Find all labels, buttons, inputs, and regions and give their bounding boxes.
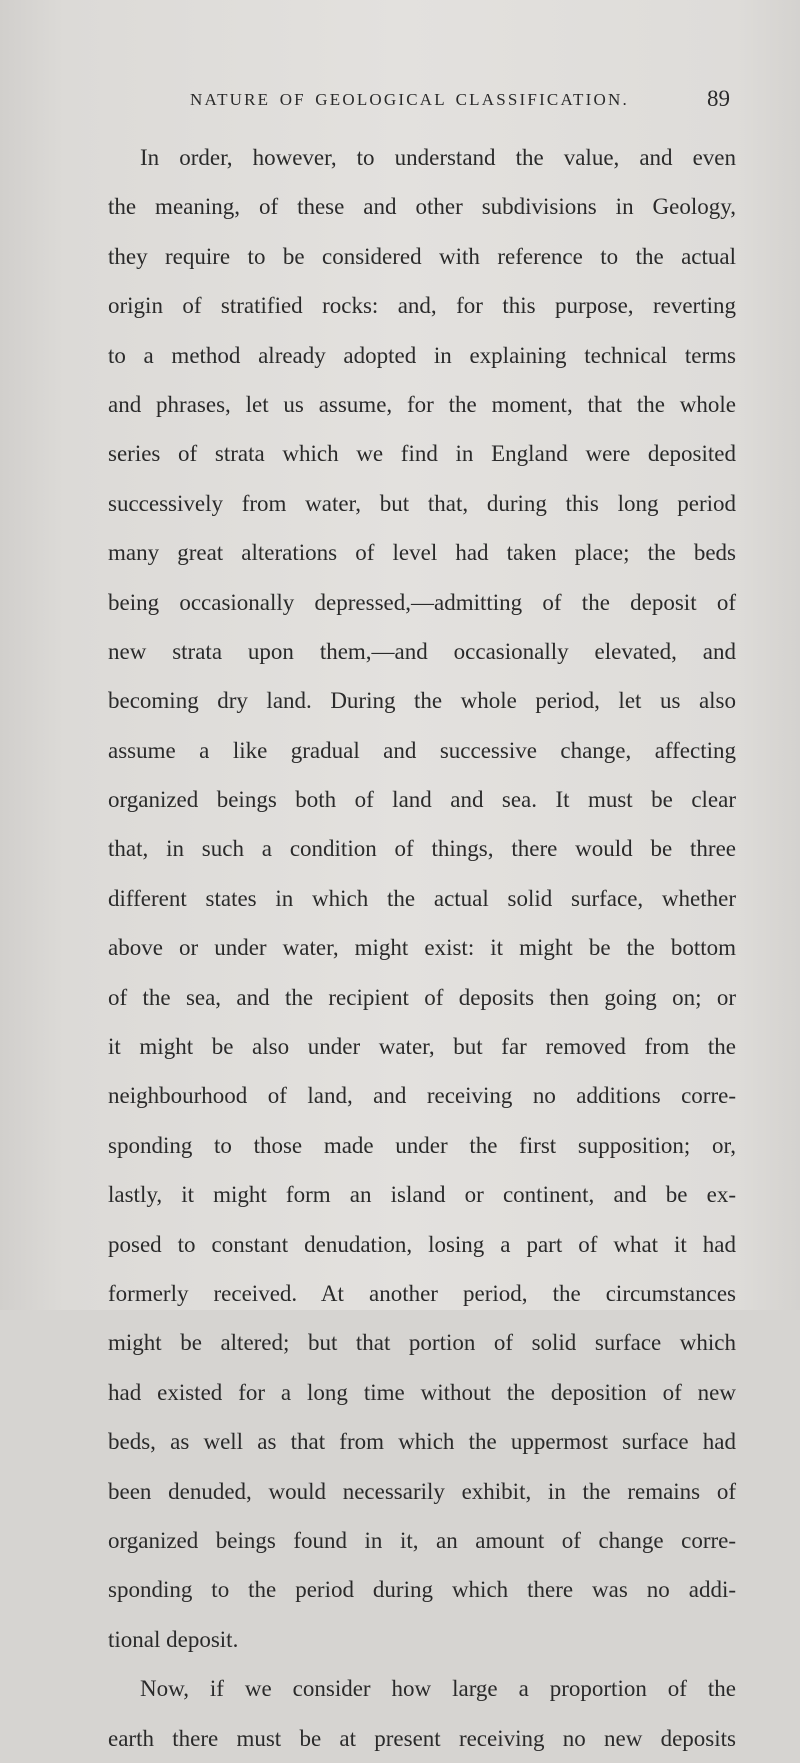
text-line: sponding to those made under the first supposition; or, bbox=[108, 1132, 736, 1158]
text-line: the meaning, of these and other subdivisions in Geology, bbox=[108, 194, 736, 220]
text-line: Now, if we consider how large a proportion of the bbox=[140, 1676, 736, 1702]
text-line: In order, however, to understand the value, and even bbox=[140, 145, 736, 170]
text-line: origin of stratified rocks: and, for this purpose, reverting bbox=[108, 293, 736, 319]
body-text bbox=[108, 133, 736, 1763]
text-line: they require to be considered with reference to the actual bbox=[108, 243, 736, 269]
text-line: lastly, it might form an island or continent, and be ex- bbox=[108, 1182, 736, 1208]
text-line: above or under water, might exist: it might be the bottom bbox=[108, 935, 736, 961]
text-line: assume a like gradual and successive change, affecting bbox=[108, 737, 736, 763]
text-line: beds, as well as that from which the uppermost surface had bbox=[108, 1429, 736, 1455]
text-line: to a method already adopted in explaining technical terms bbox=[108, 342, 736, 368]
text-line: posed to constant denudation, losing a part of what it had bbox=[108, 1231, 736, 1257]
text-line: and phrases, let us assume, for the moment, that the whole bbox=[108, 391, 736, 417]
text-line: successively from water, but that, during this long period bbox=[108, 490, 736, 516]
text-line: neighbourhood of land, and receiving no additions corre- bbox=[108, 1083, 736, 1109]
text-line: formerly received. At another period, the circumstances bbox=[108, 1280, 736, 1306]
text-line: becoming dry land. During the whole period, let us also bbox=[108, 688, 736, 714]
text-line: that, in such a condition of things, there would be three bbox=[108, 836, 736, 862]
text-line: organized beings both of land and sea. It must be clear bbox=[108, 787, 736, 813]
text-line: sponding to the period during which there was no addi- bbox=[108, 1577, 736, 1603]
text-line: new strata upon them,—and occasionally elevated, and bbox=[108, 638, 736, 664]
text-line: many great alterations of level had taken place; the beds bbox=[108, 540, 736, 566]
text-line: tional deposit. bbox=[108, 1626, 239, 1652]
text-line: different states in which the actual solid surface, whether bbox=[108, 885, 736, 911]
text-line: might be altered; but that portion of solid surface which bbox=[108, 1330, 736, 1356]
text-line: of the sea, and the recipient of deposits then going on; or bbox=[108, 984, 736, 1010]
text-line: it might be also under water, but far removed from the bbox=[108, 1034, 736, 1060]
text-line: earth there must be at present receiving no new deposits bbox=[108, 1725, 736, 1751]
running-head bbox=[190, 86, 730, 122]
text-line: series of strata which we find in England were deposited bbox=[108, 441, 736, 467]
running-title: NATURE OF GEOLOGICAL CLASSIFICATION. bbox=[190, 90, 629, 109]
page-number: 89 bbox=[707, 86, 730, 111]
text-line: had existed for a long time without the deposition of new bbox=[108, 1379, 736, 1405]
text-line: been denuded, would necessarily exhibit, in the remains of bbox=[108, 1478, 736, 1504]
text-line: organized beings found in it, an amount of change corre- bbox=[108, 1527, 736, 1553]
text-line: being occasionally depressed,—admitting of the deposit of bbox=[108, 589, 736, 615]
